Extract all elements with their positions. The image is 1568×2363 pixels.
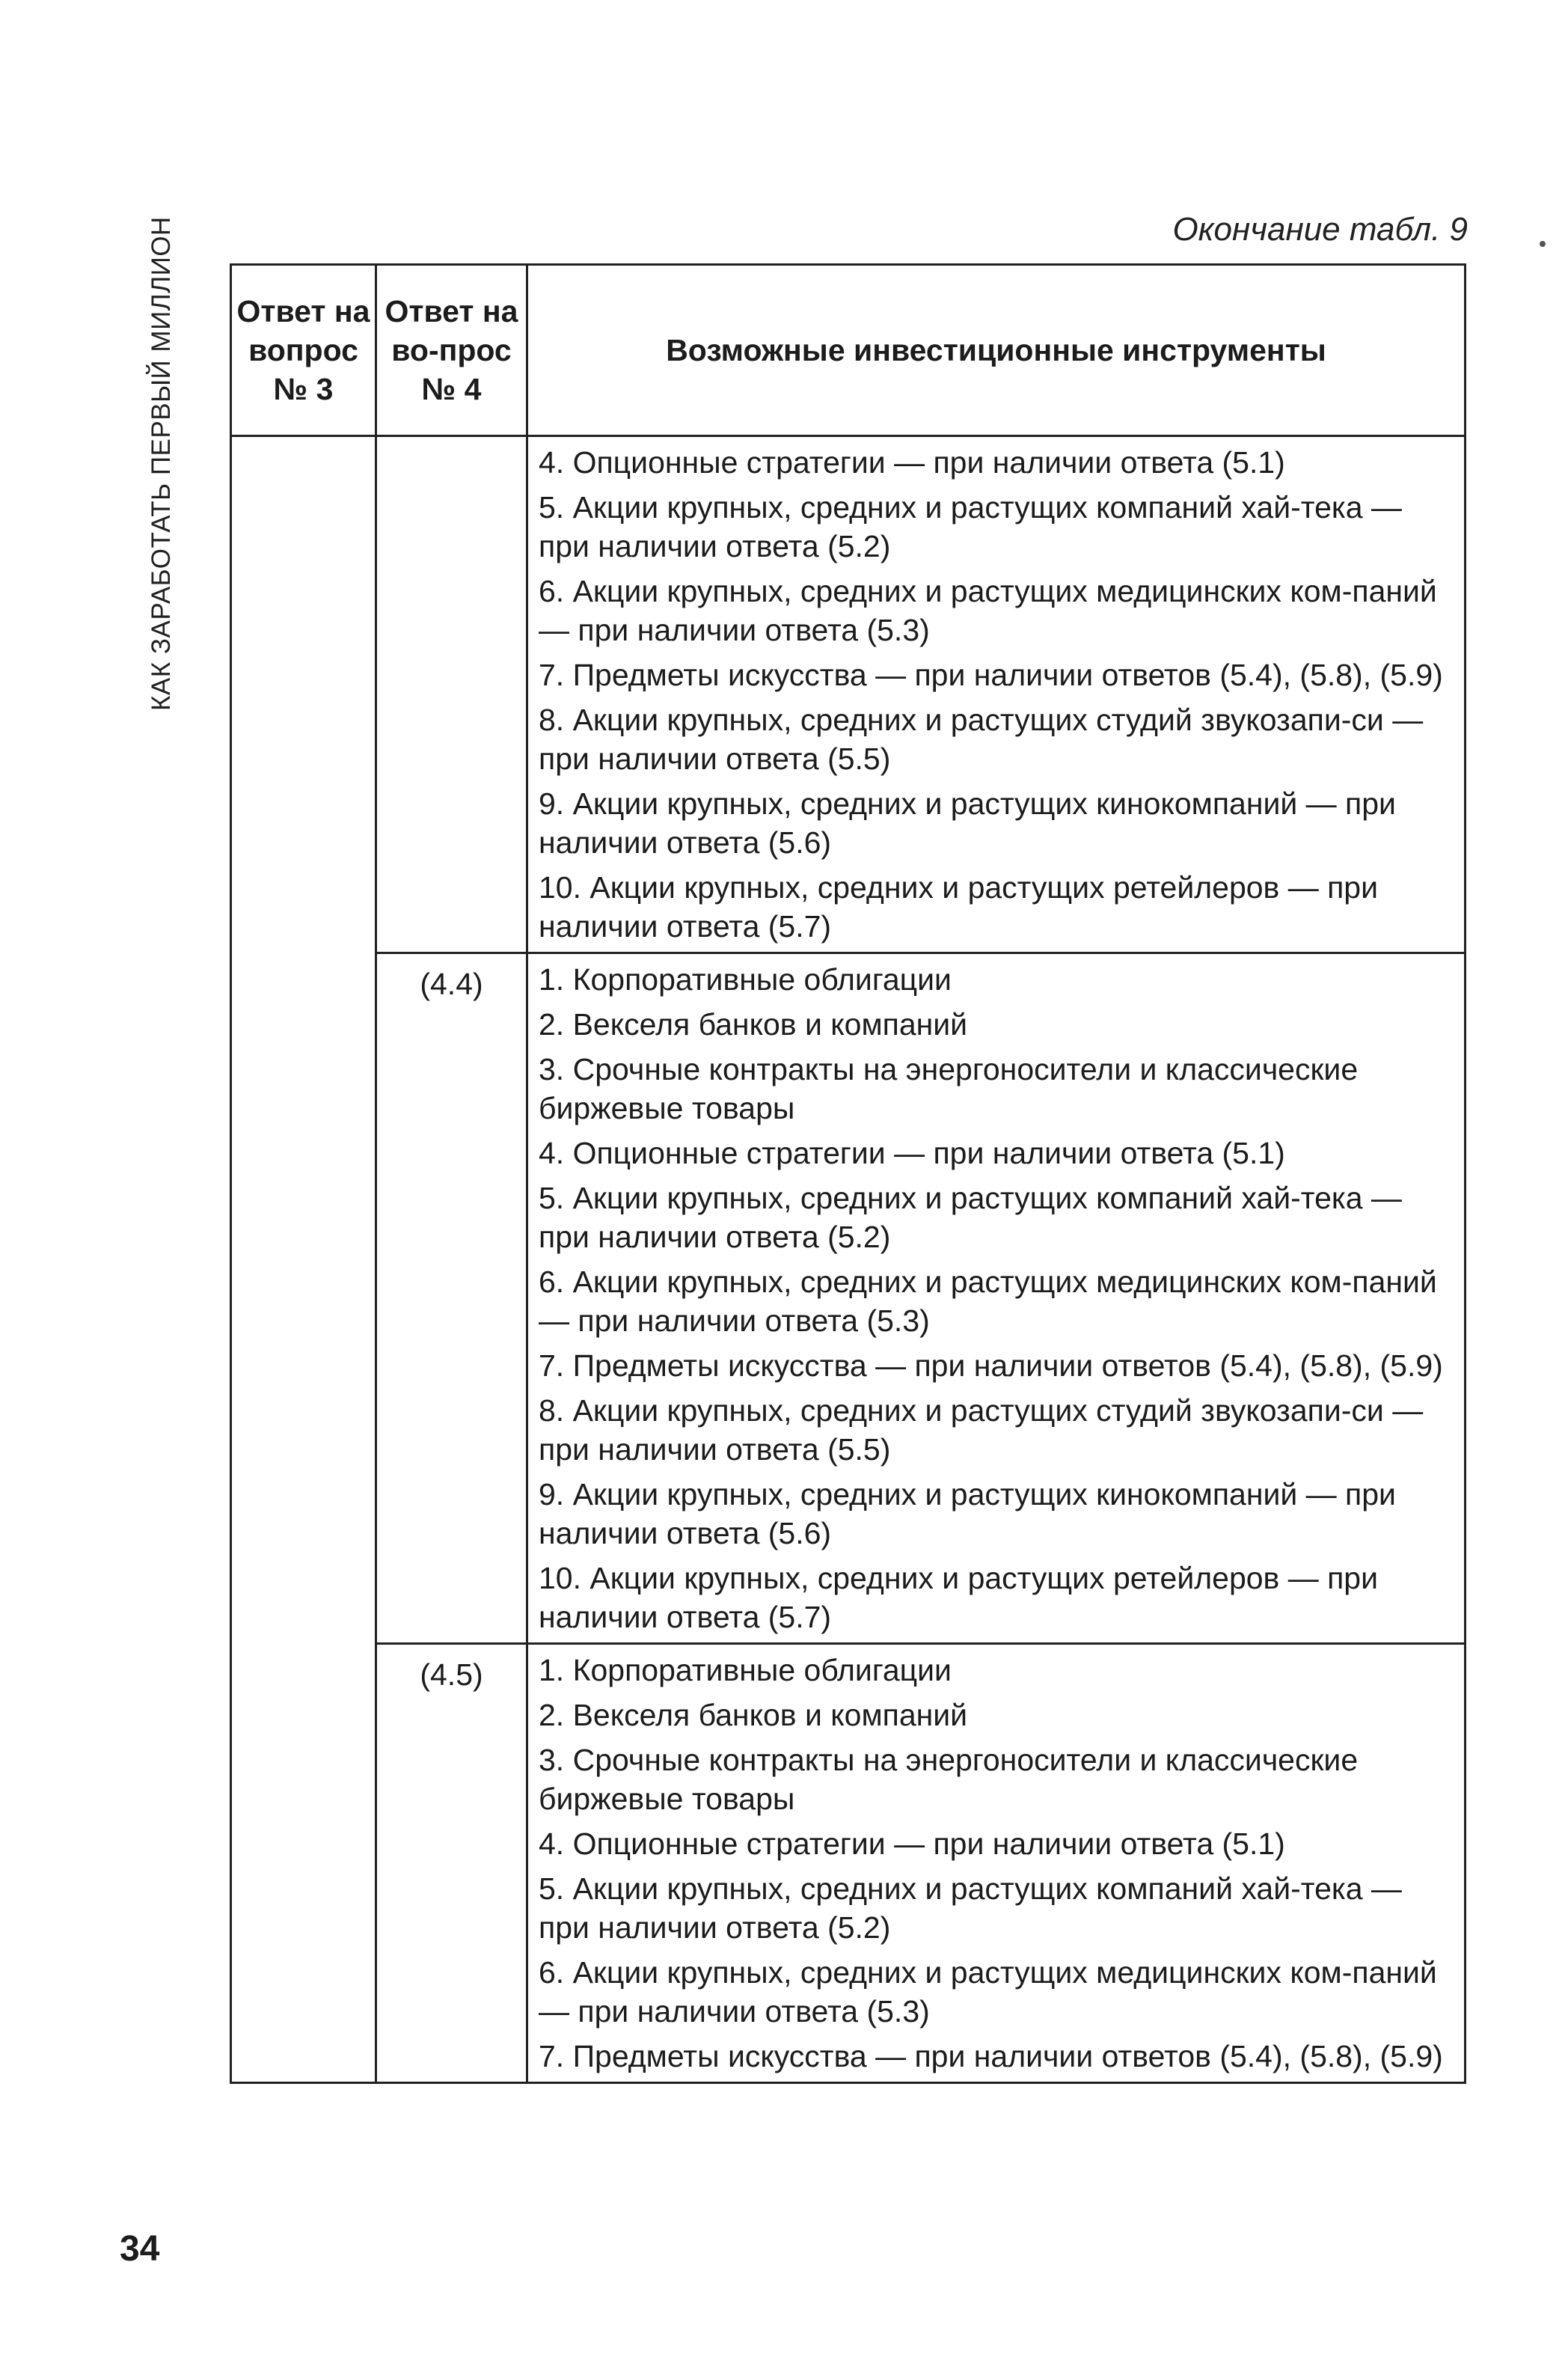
instrument-item: 3. Срочные контракты на энергоносители и классические биржевые товары bbox=[539, 1743, 1359, 1816]
header-instruments: Возможные инвестиционные инструменты bbox=[527, 265, 1466, 436]
answer-q4-cell bbox=[376, 436, 527, 953]
instrument-item: 5. Акции крупных, средних и растущих компаний хай-тека — при наличии ответа (5.2) bbox=[539, 490, 1402, 563]
table-row bbox=[231, 436, 1466, 953]
table-row bbox=[231, 953, 1466, 1644]
instrument-item: 9. Акции крупных, средних и растущих кинокомпаний — при наличии ответа (5.6) bbox=[539, 786, 1396, 860]
answer-q4-cell: (4.4) bbox=[376, 953, 527, 1644]
page-number: 34 bbox=[120, 2229, 160, 2269]
instrument-item: 4. Опционные стратегии — при наличии ответа (5.1) bbox=[539, 1136, 1285, 1170]
instrument-item: 3. Срочные контракты на энергоносители и классические биржевые товары bbox=[539, 1052, 1359, 1125]
running-head: КАК ЗАРАБОТАТЬ ПЕРВЫЙ МИЛЛИОН bbox=[147, 216, 176, 711]
instrument-item: 7. Предметы искусства — при наличии ответов (5.4), (5.8), (5.9) bbox=[539, 1348, 1443, 1383]
answer-q3-cell bbox=[231, 436, 376, 2083]
instrument-item: 9. Акции крупных, средних и растущих кинокомпаний — при наличии ответа (5.6) bbox=[539, 1477, 1396, 1550]
instrument-item: 6. Акции крупных, средних и растущих медицинских ком-паний — при наличии ответа (5.3) bbox=[539, 574, 1437, 647]
instrument-item: 4. Опционные стратегии — при наличии ответа (5.1) bbox=[539, 445, 1285, 480]
investment-instruments-table bbox=[230, 263, 1466, 2084]
speck-mark bbox=[1540, 241, 1546, 247]
instruments-cell bbox=[527, 1644, 1466, 2083]
table-header-row bbox=[231, 265, 1466, 436]
instrument-item: 2. Векселя банков и компаний bbox=[539, 1007, 968, 1042]
instrument-item: 7. Предметы искусства — при наличии ответов (5.4), (5.8), (5.9) bbox=[539, 658, 1443, 692]
instrument-item: 8. Акции крупных, средних и растущих студий звукозапи-си — при наличии ответа (5.5) bbox=[539, 703, 1424, 776]
instrument-item: 1. Корпоративные облигации bbox=[539, 1653, 952, 1687]
header-answer-q3: Ответ на вопрос № 3 bbox=[231, 265, 376, 436]
header-answer-q4: Ответ на во-прос № 4 bbox=[376, 265, 527, 436]
instrument-item: 1. Корпоративные облигации bbox=[539, 962, 952, 997]
instrument-item: 2. Векселя банков и компаний bbox=[539, 1698, 968, 1732]
instruments-cell bbox=[527, 436, 1466, 953]
instrument-item: 6. Акции крупных, средних и растущих медицинских ком-паний — при наличии ответа (5.3) bbox=[539, 1955, 1437, 2029]
instrument-item: 4. Опционные стратегии — при наличии ответа (5.1) bbox=[539, 1826, 1285, 1861]
instruments-cell bbox=[527, 953, 1466, 1644]
table-row bbox=[231, 1644, 1466, 2083]
instrument-item: 8. Акции крупных, средних и растущих студий звукозапи-си — при наличии ответа (5.5) bbox=[539, 1393, 1424, 1467]
table-continuation-caption: Окончание табл. 9 bbox=[1172, 211, 1468, 248]
instrument-item: 6. Акции крупных, средних и растущих медицинских ком-паний — при наличии ответа (5.3) bbox=[539, 1265, 1437, 1338]
instrument-item: 10. Акции крупных, средних и растущих ретейлеров — при наличии ответа (5.7) bbox=[539, 1561, 1379, 1634]
instrument-item: 5. Акции крупных, средних и растущих компаний хай-тека — при наличии ответа (5.2) bbox=[539, 1871, 1402, 1945]
instrument-item: 7. Предметы искусства — при наличии ответов (5.4), (5.8), (5.9) bbox=[539, 2039, 1443, 2073]
answer-q4-cell: (4.5) bbox=[376, 1644, 527, 2083]
instrument-item: 10. Акции крупных, средних и растущих ретейлеров — при наличии ответа (5.7) bbox=[539, 870, 1379, 944]
instrument-item: 5. Акции крупных, средних и растущих компаний хай-тека — при наличии ответа (5.2) bbox=[539, 1181, 1402, 1254]
table-body bbox=[231, 436, 1466, 2083]
